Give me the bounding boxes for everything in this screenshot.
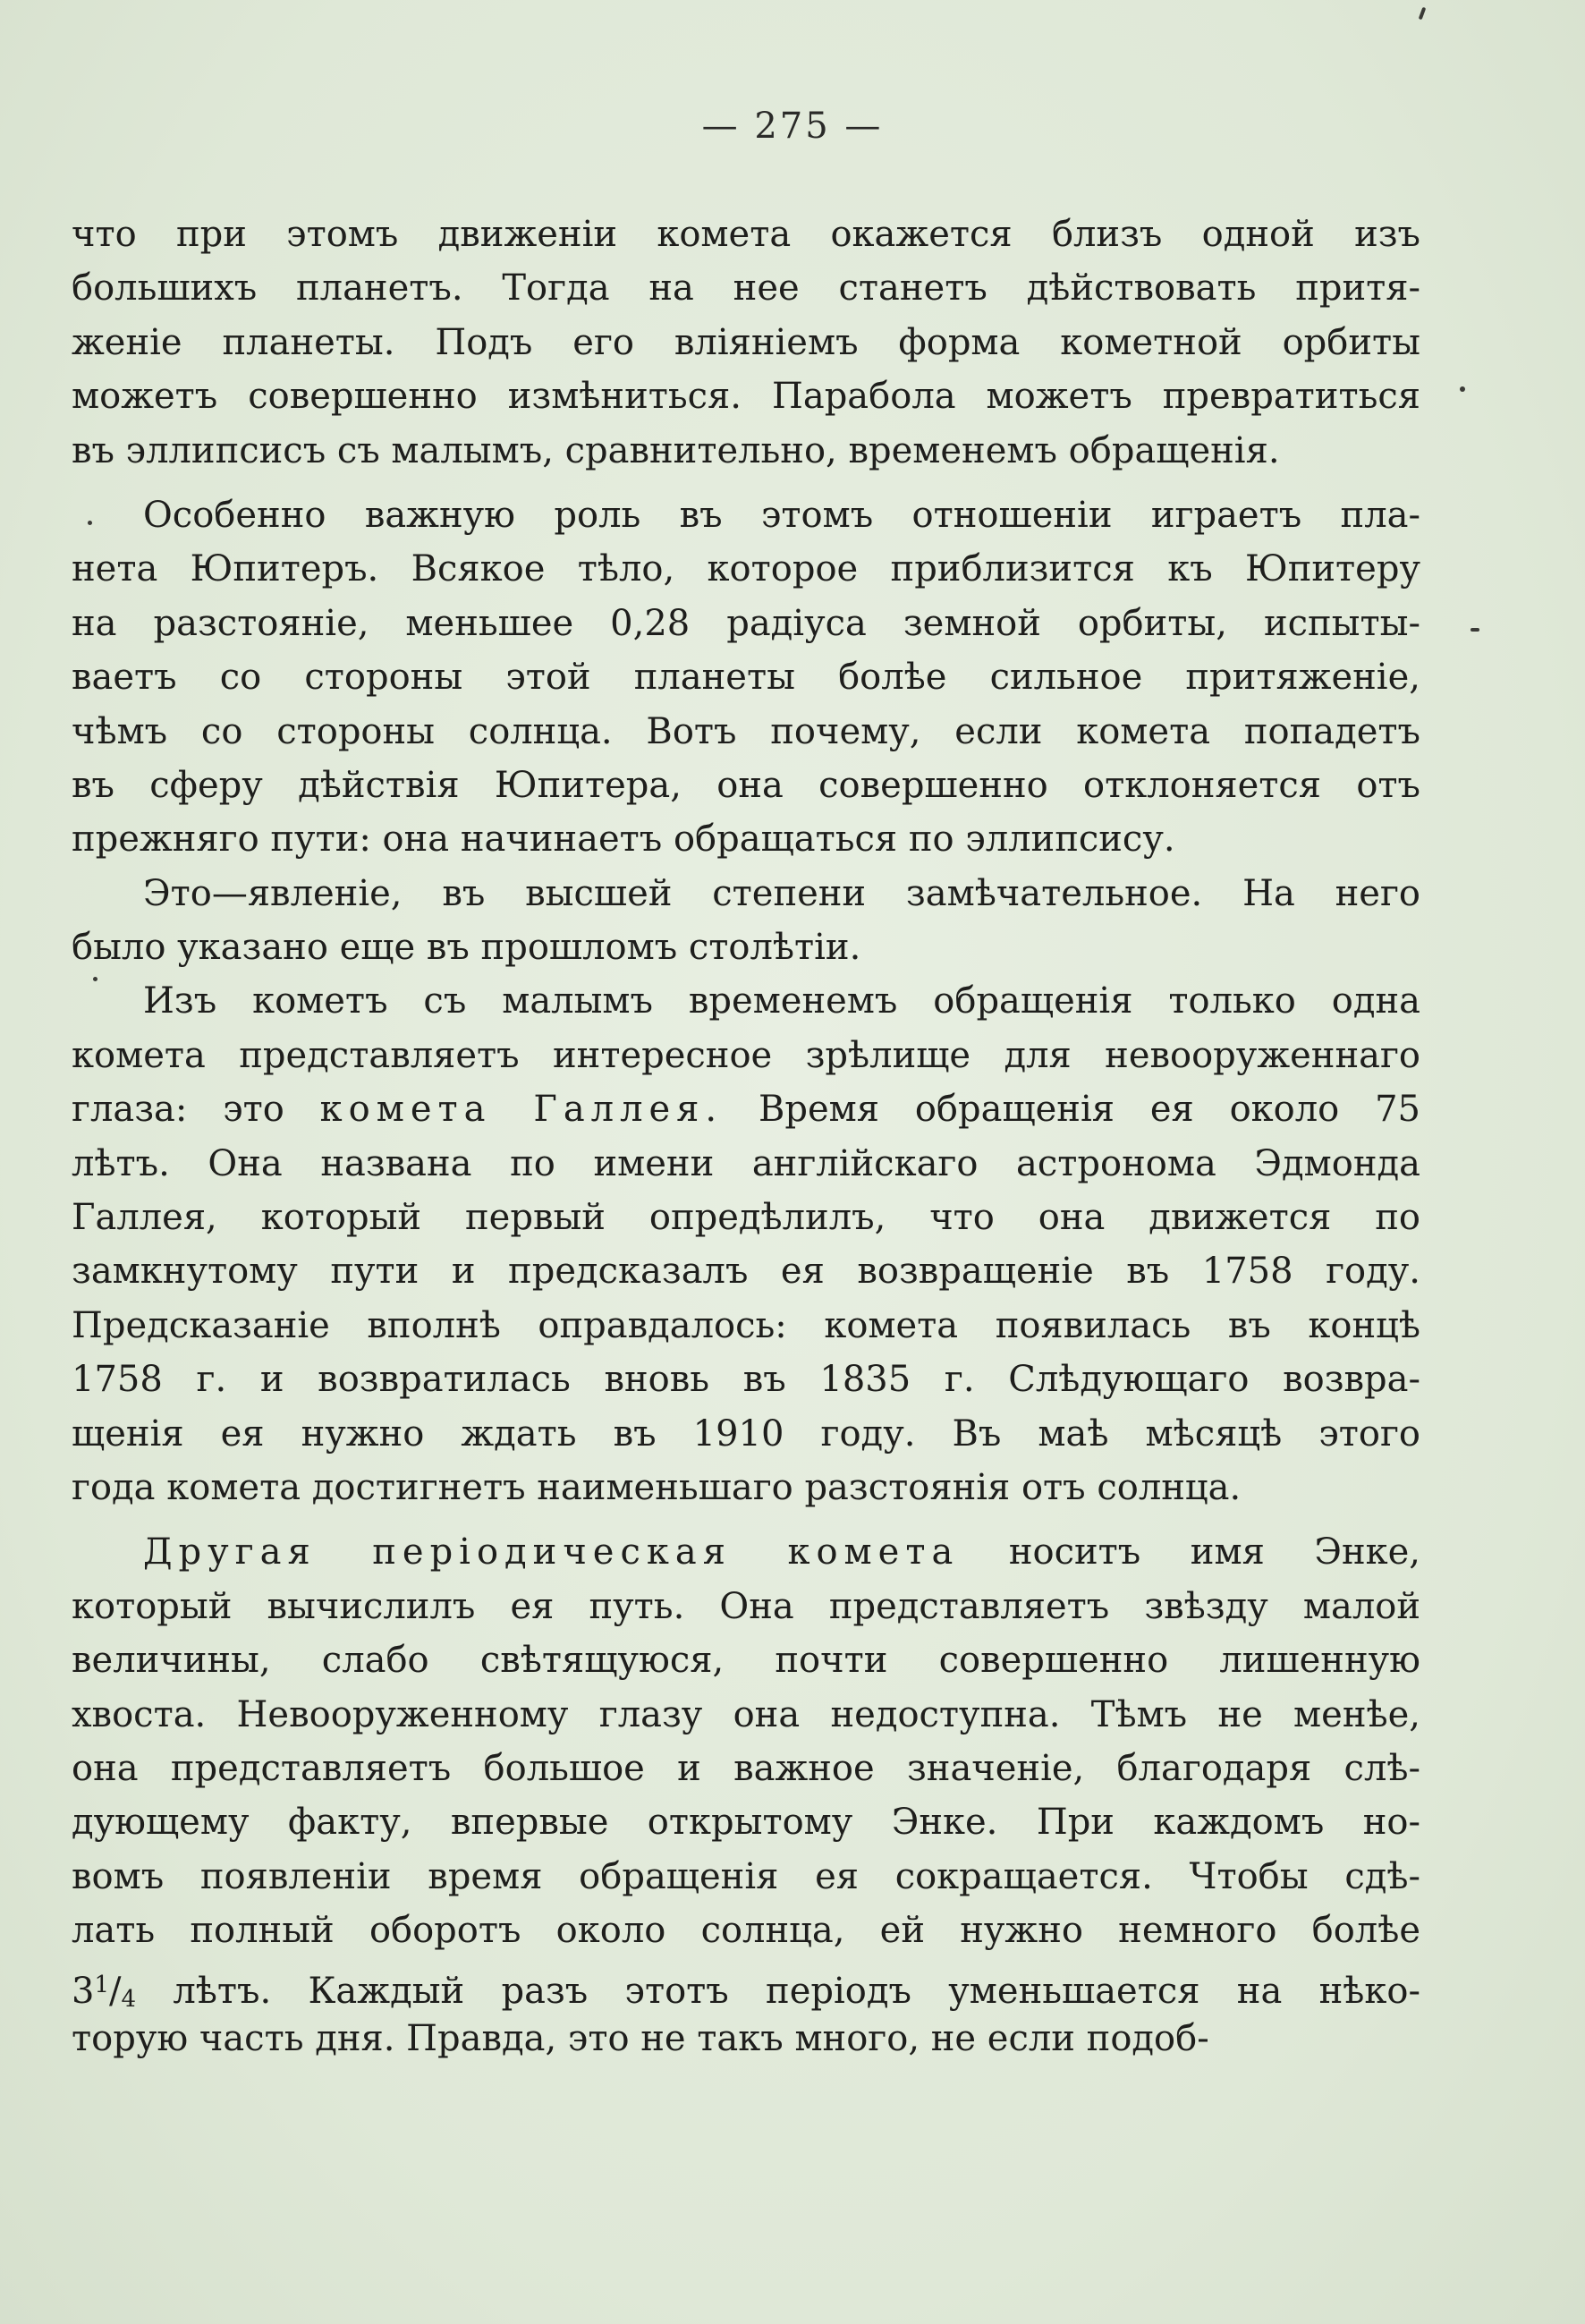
text-line: въ эллипсисъ съ малымъ, сравнительно, временемъ обращенія. [72,429,1280,471]
body-text [72,208,1420,2065]
text-line: женіе планеты. Подъ его вліяніемъ форма кометной орбиты [72,321,1420,363]
text-line: Особенно важную роль въ этомъ отношеніи играетъ пла- [143,494,1420,536]
paragraph-1 [72,208,1420,478]
text-line: дующему факту, впервые открытому Энке. При каждомъ но- [72,1802,1420,1844]
text-line: Галлея, который первый опредѣлилъ, что она движется по [72,1197,1420,1239]
text-line [72,1525,1420,1579]
page-number: — 275 — [701,106,884,147]
fraction-numerator: 1 [94,1971,109,1998]
text-line: можетъ совершенно измѣниться. Парабола можетъ превратиться [72,376,1420,418]
text-line: нета Юпитеръ. Всякое тѣло, которое приблизится къ Юпитеру [72,548,1420,590]
margin-speck [93,977,97,981]
text-line: величины, слабо свѣтящуюся, почти совершенно лишенную [72,1640,1420,1682]
fraction [72,1971,136,2012]
text-line: лать полный оборотъ около солнца, ей нужно немного болѣе [72,1910,1420,1952]
margin-speck [88,521,92,525]
fraction-denominator: 4 [121,1985,137,2013]
paragraph-5 [72,1525,1420,2065]
text-line: въ сферу дѣйствія Юпитера, она совершенно отклоняется отъ [72,764,1420,806]
text-line: Предсказаніе вполнѣ оправдалось: комета появилась въ концѣ [72,1304,1420,1346]
text-line: комета представляетъ интересное зрѣлище для невооруженнаго [72,1034,1420,1076]
text-line [72,1082,1420,1136]
text-line: 1758 г. и возвратилась вновь въ 1835 г. Слѣдующаго возвра- [72,1359,1420,1401]
paragraph-4 [72,974,1420,1514]
text-line: что при этомъ движеніи комета окажется близъ одной изъ [72,214,1420,255]
text-fragment: Время обращенія ея около 75 [758,1089,1420,1131]
text-line: который вычислилъ ея путь. Она представляетъ звѣзду малой [72,1585,1420,1627]
fraction-whole: 3 [72,1970,95,2012]
margin-speck [1471,628,1479,632]
margin-speck [1419,7,1427,21]
text-line: на разстояніе, меньшее 0,28 радіуса земной орбиты, испыты- [72,602,1420,644]
fraction-separator: / [109,1970,122,2012]
text-line [72,1958,1420,2012]
paragraph-2 [72,488,1420,867]
text-line: хвоста. Невооруженному глазу она недоступна. Тѣмъ не менѣе, [72,1693,1420,1735]
text-line: Изъ кометъ съ малымъ временемъ обращенія только одна [143,980,1420,1022]
text-line: ваетъ со стороны этой планеты болѣе сильное притяженіе, [72,657,1420,699]
text-line: щенія ея нужно ждать въ 1910 году. Въ маѣ мѣсяцѣ этого [72,1412,1420,1455]
text-line: она представляетъ большое и важное значеніе, благодаря слѣ- [72,1747,1420,1789]
spaced-name: Другая періодическая комета [143,1531,960,1573]
text-fragment: носитъ имя Энке, [1008,1531,1420,1573]
text-line: было указано еще въ прошломъ столѣтіи. [72,927,861,969]
margin-speck [1460,386,1465,392]
text-line: года комета достигнетъ наименьшаго разстоянія отъ солнца. [72,1466,1242,1508]
text-line: прежняго пути: она начинаетъ обращаться по эллипсису. [72,818,1175,861]
spaced-name: кометa Галлея. [319,1089,724,1131]
text-fragment: лѣтъ. Каждый разъ этотъ періодъ уменьшается на нѣко- [173,1970,1420,2012]
text-fragment: глаза: это [72,1089,284,1131]
text-line: Это—явленіе, въ высшей степени замѣчательное. На него [143,872,1420,914]
paragraph-3 [72,867,1420,975]
text-line: лѣтъ. Она названа по имени англійскаго астронома Эдмонда [72,1142,1420,1184]
text-line: вомъ появленіи время обращенія ея сокращается. Чтобы сдѣ- [72,1855,1420,1897]
text-line: торую часть дня. Правда, это не такъ много, не если подоб- [72,2017,1209,2059]
text-line: большихъ планетъ. Тогда на нее станетъ дѣйствовать притя- [72,267,1420,310]
text-line: чѣмъ со стороны солнца. Вотъ почему, если комета попадетъ [72,710,1420,752]
text-line: замкнутому пути и предсказалъ ея возвращеніе въ 1758 году. [72,1251,1420,1293]
